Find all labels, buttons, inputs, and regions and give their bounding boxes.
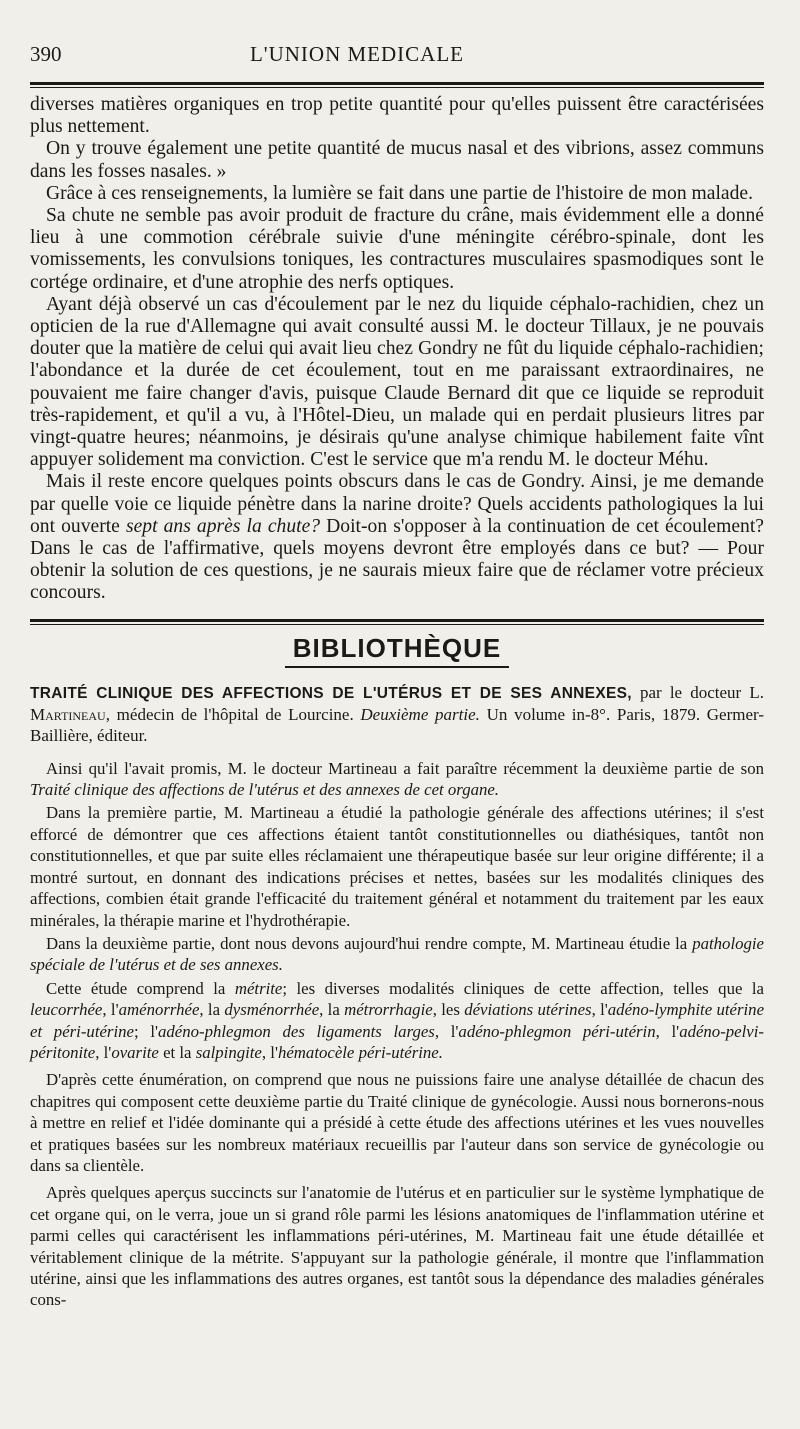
italic-run: dysménorrhée [224,1000,320,1020]
text-run: , la [319,1000,345,1020]
page-number: 390 [30,42,62,66]
italic-run: Deuxième partie. [360,704,480,724]
italic-run: pathologie spéciale de l'utérus et de ses annexes. [30,933,764,975]
paragraph [30,933,764,976]
text-run: Cette étude comprend la [46,978,235,998]
text-run: Dans la deuxième partie, dont nous devons aujourd'hui rendre compte, M. Martineau étudie la [46,933,693,953]
header-rule-thin [30,87,764,88]
text-run: , l' [95,1042,112,1062]
letter-body [30,94,764,605]
paragraph: D'après cette énumération, on comprend que nous ne puissions faire une analyse détaillée de chacun des chapitres qui composent cette deuxième partie du Traité clinique de gynécologie. Aussi nous bornerons-nous à mettre en relief et l'idée dominante qui a présidé à cette étude des affections utérines et les vues nouvelles et pratiques basées sur les nombreux matériaux recueillis par l'auteur dans son service de gynécologie ou dans sa clientèle. [30,1070,764,1175]
section-rule-thin [30,624,764,625]
text-run: ; les diverses modalités cliniques de cette affection, telles que la [282,978,764,998]
paragraph: Sa chute ne semble pas avoir produit de fracture du crâne, mais évidemment elle a donné lieu à une commotion cérébrale suivie d'une méningite cérébro-spinale, dont les vomissements, les convulsions toniques, les contractures musculaires spasmodiques sont le cortége ordinaire, et d'une atrophie des nerfs optiques. [30,205,764,293]
text-run: , les [432,1000,465,1020]
italic-run: hématocèle péri-utérine. [277,1042,443,1062]
paragraph: Ayant déjà observé un cas d'écoulement par le nez du liquide céphalo-rachidien, chez un opticien de la rue d'Allemagne qui avait consulté aussi M. le docteur Tillaux, je ne pouvais douter que la matière de celui qui avait lieu chez Gondry ne fût du liquide céphalo-rachidien; l'abondance et la durée de cet écoulement, tout en me paraissant extraordinaires, ne pouvaient me faire changer d'avis, puisque Claude Bernard dit que ce liquide se reproduit très-rapidement, et qu'il a vu, à l'Hôtel-Dieu, un malade qui en perdait plusieurs litres par vingt-quatre heures; néanmoins, je désirais qu'une analyse chimique habilement faite vînt appuyer solidement ma conviction. C'est le service que m'a rendu M. le docteur Méhu. [30,293,764,471]
running-header [30,42,764,76]
text-run: ; l' [133,1021,159,1041]
italic-run: adéno-pelvi-péritonite [30,1021,764,1062]
paragraph: Dans la première partie, M. Martineau a étudié la pathologie générale des affections utérines; il s'est efforcé de démontrer que ces affections étaient tantôt constitutionnelles ou diathésiques, tantôt non constitutionnelles, et que par suite elles réclamaient une thérapeutique basée sur leur origine différente; il a montré surtout, en donnant des indications précises et nettes, basées sur les modalités cliniques des affections, combien était grande l'efficacité du traitement général et notamment du traitement par les eaux minérales, la thérapie marine et l'hydrothérapie. [30,803,764,930]
text-run: et la [158,1042,196,1062]
italic-run: Traité clinique des affections de l'utérus et des annexes de cet organe. [30,780,500,800]
paragraph [30,471,764,604]
paragraph: diverses matières organiques en trop petite quantité pour qu'elles puissent être caractérisées plus nettement. [30,94,764,138]
text-run: Un volume in-8°. Paris, 1879. Germer-Baillière, éditeur. [30,704,764,745]
text-run: Mais il reste encore quelques points obscurs dans le cas de Gondry. Ainsi, je me demande par quelle voie ce liquide pénètre dans la narine droite? Quels accidents pathologiques la lui ont ouverte [30,471,764,537]
italic-run: adéno-phlegmon péri-utérin [458,1021,656,1041]
italic-run: adéno-phlegmon des ligaments larges [158,1021,435,1041]
text-run: Ainsi qu'il l'avait promis, M. le docteur Martineau a fait paraître récemment la deuxième partie de son [46,758,764,778]
italic-run: métrite [234,978,283,998]
paragraph [30,978,764,1064]
text-run: , l' [102,1000,119,1020]
paragraph [30,758,764,801]
italic-run: leucorrhée [30,1000,103,1020]
header-rule [30,82,764,85]
section-heading [30,633,764,668]
text-run: , l' [261,1042,278,1062]
text-run: par le docteur L. [631,682,764,702]
book-author: Martineau [30,704,106,724]
italic-run: salpingite [195,1042,262,1062]
text-run: , la [199,1000,225,1020]
paragraph: Après quelques aperçus succincts sur l'anatomie de l'utérus et en particulier sur le système lymphatique de cet organe qui, on le verra, joue un si grand rôle parmi les lésions anatomiques de l'inflammation utérine et parmi celles qui caractérisent les inflammations péri-utérines, M. Martineau fait une étude détaillée et véritablement clinique de la métrite. S'appuyant sur la pathologie générale, il montre que l'inflammation utérine, ainsi que les inflammations des autres organes, est tantôt sous la dépendance des maladies générales cons- [30,1183,764,1310]
italic-run: métrorrhagie [344,1000,433,1020]
section-rule [30,619,764,622]
text-run: Doit-on s'opposer à la continuation de cet écoulement? Dans le cas de l'affirmative, quels moyens devront être employés dans ce but? — Pour obtenir la solution de ces questions, je ne saurais mieux faire que de réclamer votre précieux concours. [30,515,764,604]
italic-run: ovarite [111,1042,159,1062]
italic-run: adéno-lymphite utérine et péri-utérine [30,1000,765,1041]
paragraph: Grâce à ces renseignements, la lumière se fait dans une partie de l'histoire de mon malade. [46,182,753,204]
text-run: , l' [655,1021,680,1041]
italic-run: sept ans après la chute? [125,515,321,537]
journal-title: L'UNION MEDICALE [249,42,464,66]
book-title: TRAITÉ CLINIQUE DES AFFECTIONS DE L'UTÉRUS ET DE SES ANNEXES, [30,684,632,702]
italic-run: déviations utérines [464,1000,592,1020]
text-run: , l' [591,1000,608,1020]
text-run: , l' [434,1021,459,1041]
book-citation [30,682,764,746]
review-body [30,758,764,1311]
italic-run: aménorrhée [118,1000,200,1020]
text-run: , médecin de l'hôpital de Lourcine. [105,704,361,724]
paragraph: On y trouve également une petite quantité de mucus nasal et des vibrions, assez communs dans les fosses nasales. » [30,138,764,182]
section-title: BIBLIOTHÈQUE [285,633,509,668]
